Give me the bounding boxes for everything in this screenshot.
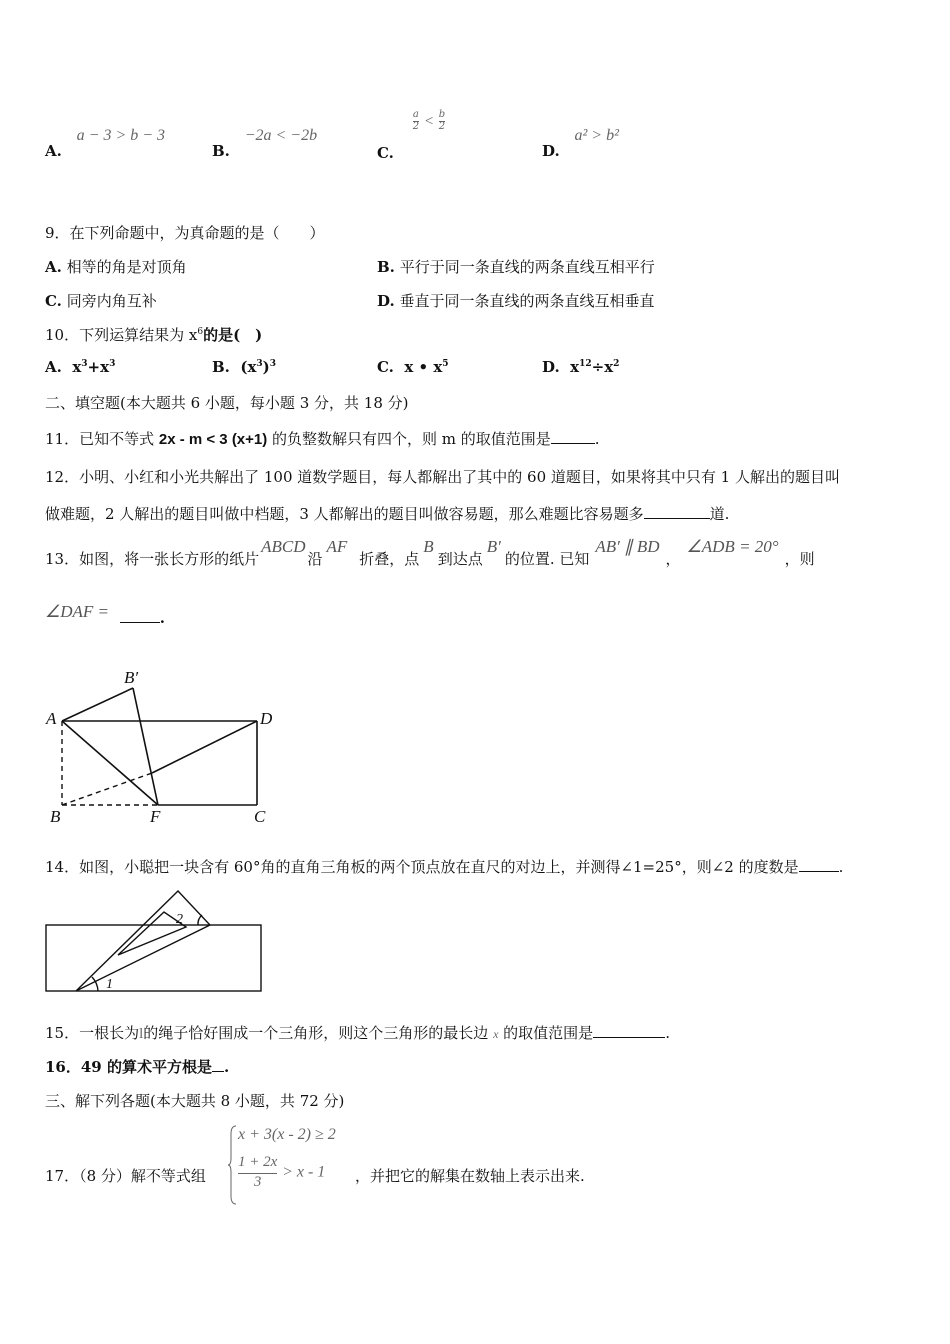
numerator: a	[412, 109, 419, 120]
math-parallel: AB′ ∥ BD	[595, 537, 660, 556]
ruler	[46, 925, 261, 991]
stem-exponent: 6	[197, 327, 204, 337]
fraction	[238, 1154, 277, 1191]
numerator: b	[438, 109, 446, 120]
fraction-b-over-2	[439, 110, 445, 133]
option-expression: −2a < −2b	[244, 127, 318, 144]
term: ÷x	[591, 358, 614, 376]
q8-option-b	[212, 126, 318, 160]
option-text: 垂直于同一条直线的两条直线互相垂直	[399, 292, 655, 310]
option-expression: a² > b²	[574, 127, 619, 144]
q14-stem	[45, 856, 843, 877]
denominator: 2	[438, 121, 446, 132]
stem-text-end: 的是( )	[203, 326, 263, 344]
angle-1-arc	[92, 977, 98, 991]
option-expression: a − 3 > b − 3	[76, 127, 166, 144]
q10-option-b	[212, 358, 276, 376]
label-c: C	[254, 807, 266, 826]
math-abcd: ABCD	[261, 537, 306, 556]
math-x: x	[493, 1027, 499, 1041]
q12-text: 做难题，2 人解出的题目叫做中档题，3 人都解出的题目叫做容易题，那么难题比容易题多	[45, 505, 644, 523]
label-a: A	[46, 709, 57, 728]
option-label: D.	[542, 358, 560, 376]
q9-stem: 9．在下列命题中，为真命题的是（ ）	[45, 224, 325, 242]
q11: 11．已知不等式 2x - m < 3 (x+1) 的负整数解只有四个，则 m 的取值范围是 .	[45, 430, 600, 448]
option-label: C.	[377, 143, 394, 162]
q16	[45, 1056, 229, 1077]
term: x	[570, 358, 580, 376]
q17-system	[228, 1124, 358, 1206]
q9-option-a	[45, 256, 187, 277]
exponent: 3	[269, 359, 277, 369]
option-label: D.	[377, 292, 395, 310]
term: x • x	[404, 358, 443, 376]
term: x	[72, 358, 82, 376]
q16-text: 16．49 的算术平方根是	[45, 1058, 212, 1076]
math-b: B	[423, 537, 434, 556]
q13-stem	[45, 536, 815, 568]
exponent: 3	[81, 359, 88, 369]
q12-line2	[45, 503, 729, 524]
denominator: 3	[238, 1173, 277, 1191]
q13-text: 到达点	[437, 550, 483, 568]
inequality-rhs: > x - 1	[282, 1163, 326, 1181]
q12-line1: 12．小明、小红和小光共解出了 100 道数学题目，每人都解出了其中的 60 道题目，如果将其中只有 1 人解出的题目叫	[45, 468, 840, 486]
answer-blank[interactable]	[799, 859, 839, 872]
q10-option-c	[377, 358, 449, 376]
math-l: l	[139, 1026, 144, 1042]
q11-text: 11．已知不等式	[45, 430, 159, 448]
label-b-prime: B′	[124, 668, 139, 687]
q8-option-a	[45, 126, 166, 160]
option-label: C.	[45, 292, 62, 310]
fraction-a-over-2	[413, 110, 419, 133]
q13-text: 13．如图，将一张长方形的纸片	[45, 550, 260, 568]
q14-figure	[40, 885, 270, 1000]
exponent: 12	[579, 359, 592, 369]
q9-option-d	[377, 290, 655, 311]
q9-option-c	[45, 290, 157, 311]
q9-option-b	[377, 256, 655, 277]
label-d: D	[260, 709, 273, 728]
q12-text-end: 道.	[709, 505, 730, 523]
exponent: 3	[256, 359, 263, 369]
exponent: 3	[109, 359, 116, 369]
q17-text: 17．（8 分）解不等式组	[45, 1167, 206, 1185]
period: .	[838, 858, 844, 876]
math-af: AF	[326, 537, 348, 556]
answer-blank[interactable]	[593, 1025, 665, 1038]
answer-blank[interactable]	[644, 506, 710, 519]
option-label: D.	[542, 142, 560, 160]
term: )	[262, 358, 270, 376]
label-b: B	[50, 807, 61, 826]
option-label: A.	[45, 358, 62, 376]
option-label: A.	[45, 258, 62, 276]
option-text: 相等的角是对顶角	[66, 258, 187, 276]
section-3-heading: 三、解下列各题(本大题共 8 小题，共 72 分)	[45, 1092, 345, 1110]
option-text: 平行于同一条直线的两条直线互相平行	[399, 258, 655, 276]
option-label: B.	[377, 258, 395, 276]
q13-answer-line	[45, 602, 166, 628]
answer-blank[interactable]	[212, 1059, 224, 1072]
angle-2-arc	[198, 915, 202, 925]
option-label: C.	[377, 358, 394, 376]
q13-text: ，	[665, 550, 681, 568]
denominator: 2	[412, 121, 420, 132]
label-f: F	[150, 807, 161, 826]
q10-stem	[45, 324, 262, 345]
math-angle-daf: ∠DAF =	[45, 602, 110, 621]
q11-text-end: 的负整数解只有四个，则 m 的取值范围是	[267, 430, 551, 448]
inequality-2	[238, 1154, 325, 1191]
q13-text: ，则	[784, 550, 815, 568]
math-b-prime: B′	[486, 537, 501, 556]
answer-blank[interactable]	[551, 431, 595, 444]
system-brace	[228, 1124, 238, 1206]
q15-text: 的绳子恰好围成一个三角形，则这个三角形的最长边	[143, 1024, 489, 1042]
exponent: 2	[613, 359, 620, 369]
q8-option-d	[542, 126, 619, 160]
q14-text: 14．如图，小聪把一块含有 60°角的直角三角板的两个顶点放在直尺的对边上，并测得∠1=25°，则∠2 的度数是	[45, 858, 799, 876]
stem-text: 10．下列运算结果为 x	[45, 326, 198, 344]
period: .	[223, 1058, 230, 1076]
q10-option-a	[45, 358, 115, 376]
q8-option-c	[377, 109, 446, 162]
option-label: A.	[45, 142, 62, 160]
q13-figure	[40, 665, 290, 830]
option-label: B.	[212, 358, 230, 376]
triangle-outer	[76, 891, 210, 991]
exponent: 5	[442, 359, 449, 369]
numerator: 1 + 2x	[238, 1154, 278, 1170]
q15-text: 15．一根长为	[45, 1024, 140, 1042]
diagonal-solid	[152, 721, 257, 773]
fold-line-af	[62, 721, 158, 805]
angle-1-label: 1	[106, 977, 113, 992]
period: .	[665, 1024, 670, 1042]
angle-2-label: 2	[176, 912, 183, 927]
inequality-1: x + 3(x - 2) ≥ 2	[238, 1126, 336, 1143]
q13-text: 沿	[307, 550, 323, 568]
term: +x	[87, 358, 110, 376]
edge-ab-prime	[62, 688, 133, 721]
q13-text: 的位置. 已知	[504, 550, 590, 568]
relation: <	[423, 113, 434, 130]
option-text: 同旁内角互补	[66, 292, 157, 310]
answer-blank[interactable]	[120, 610, 160, 623]
q15-text-end: 的取值范围是	[503, 1024, 594, 1042]
period: .	[159, 609, 166, 627]
q15	[45, 1022, 670, 1043]
math-angle-adb: ∠ADB = 20°	[686, 537, 779, 556]
term: (x	[240, 358, 257, 376]
q17-instruction: ，并把它的解集在数轴上表示出来.	[355, 1167, 585, 1185]
q11-expression: 2x - m < 3 (x+1)	[158, 431, 268, 448]
section-2-heading: 二、填空题(本大题共 6 小题，每小题 3 分，共 18 分)	[45, 394, 409, 412]
q13-text: 折叠，点	[359, 550, 420, 568]
q10-option-d	[542, 358, 619, 376]
option-label: B.	[212, 142, 230, 160]
